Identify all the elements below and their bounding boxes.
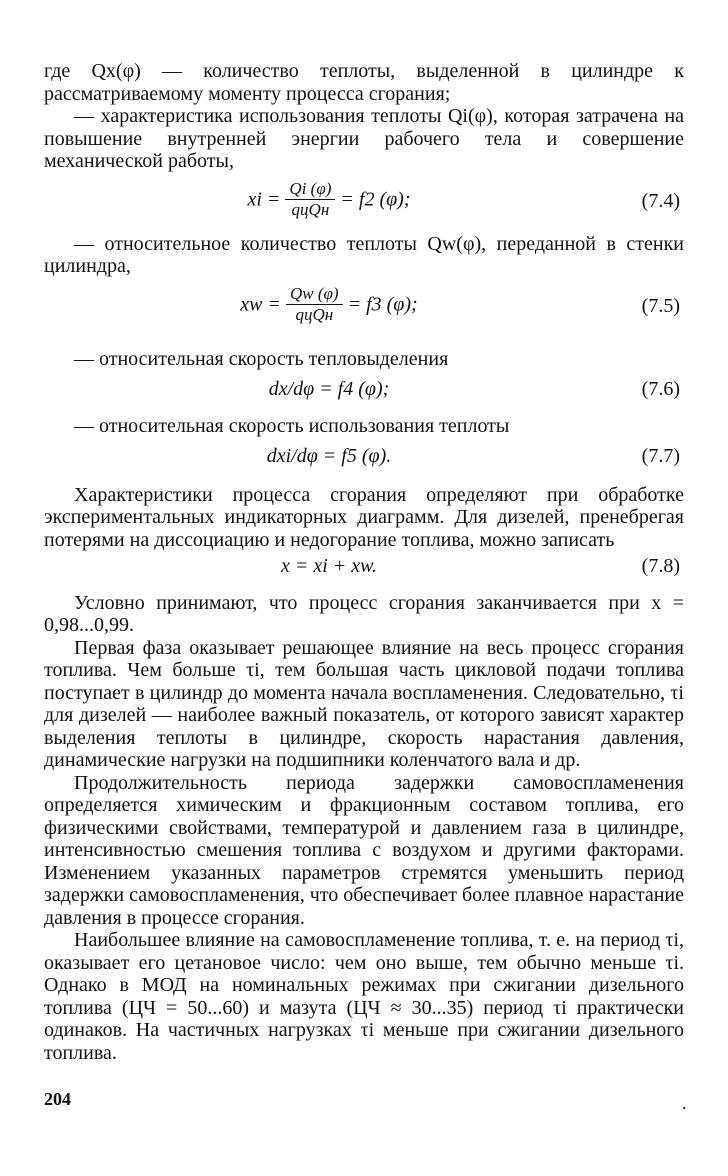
paragraph-wall-heat: — относительное количество теплоты Qw(φ), переданной в стенки цилиндра, [44, 232, 684, 277]
paragraph-combustion-end: Условно принимают, что процесс сгорания заканчивается при x = 0,98...0,99. [44, 591, 684, 636]
paragraph-heat-use-characteristic: — характеристика использования теплоты Qi(φ), которая затрачена на повышение внутренней энергии рабочего тела и совершение механической работы, [44, 105, 684, 172]
formula-7-6-label: (7.6) [641, 378, 680, 400]
formula-7-5-lhs: xw = [240, 292, 281, 315]
paragraph-qx-definition: где Qx(φ) — количество теплоты, выделенной в цилиндре к рассматриваемому моменту процесса сгорания; [44, 60, 684, 105]
formula-7-4-fraction [285, 179, 335, 220]
formula-7-8 [44, 555, 684, 578]
paragraph-heat-use-rate: — относительная скорость использования теплоты [74, 414, 510, 437]
formula-7-8-label: (7.8) [641, 555, 680, 577]
page-edge-mark: . [682, 1093, 687, 1113]
paragraph-combustion-characteristics: Характеристики процесса сгорания определяют при обработке экспериментальных индикаторных диаграмм. Для дизелей, пренебрегая потерями на диссоциацию и недогорание топлива, можно записать [44, 483, 684, 551]
paragraph-cetane-number: Наибольшее влияние на самовоспламенение топлива, т. е. на период τi, оказывает его цетановое число: чем оно выше, тем обычно меньше τi. Однако в МОД на номинальных режимах при сжигании дизельного топлива (ЦЧ = 50...60) и мазута (ЦЧ ≈ 30...35) период τi практически одинаков. На частичных нагрузках τi меньше при сжигании дизельного топлива. [44, 929, 684, 1064]
formula-7-4-lhs: xi = [247, 187, 281, 210]
paragraph-heat-release-rate: — относительная скорость тепловыделения [74, 347, 449, 370]
formula-7-8-expression: x = xi + xw. [280, 555, 378, 577]
formula-7-4-numerator: Qi (φ) [285, 179, 335, 200]
formula-7-7-expression: dxi/dφ = f5 (φ). [266, 445, 392, 467]
page-number: 204 [44, 1089, 71, 1109]
formula-7-6-expression: dx/dφ = f4 (φ); [268, 378, 390, 400]
formula-7-5-rhs: = f3 (φ); [347, 292, 418, 315]
formula-7-6 [44, 378, 684, 401]
formula-7-5-fraction [286, 284, 343, 325]
paragraph-first-phase: Первая фаза оказывает решающее влияние на весь процесс сгорания топлива. Чем больше τi, тем большая часть цикловой подачи топлива поступает в цилиндр до момента начала воспламенения. Следовательно, τi для дизелей — наиболее важный показатель, от которого зависят характер выделения теплоты в цилиндре, скорость нарастания давления, динамические нагрузки на подшипники коленчатого вала и др. [44, 636, 684, 771]
formula-7-4 [44, 177, 684, 227]
formula-7-5-numerator: Qw (φ) [286, 284, 343, 305]
formula-7-4-denominator: qцQн [291, 199, 330, 219]
formula-7-4-label: (7.4) [641, 189, 680, 212]
formula-7-5 [44, 282, 684, 332]
page-body [44, 60, 684, 1064]
formula-7-7 [44, 445, 684, 468]
formula-7-5-denominator: qцQн [295, 304, 334, 324]
formula-7-4-rhs: = f2 (φ); [340, 187, 411, 210]
formula-7-5-label: (7.5) [641, 294, 680, 317]
formula-7-7-label: (7.7) [641, 445, 680, 467]
paragraph-ignition-delay: Продолжительность периода задержки самовоспламенения определяется химическим и фракционным составом топлива, его физическими свойствами, температурой и давлением газа в цилиндре, интенсивностью смешения топлива с воздухом и другими факторами. Изменением указанных параметров стремятся уменьшить период задержки самовоспламенения, что обеспечивает более плавное нарастание давления в процессе сгорания. [44, 771, 684, 929]
